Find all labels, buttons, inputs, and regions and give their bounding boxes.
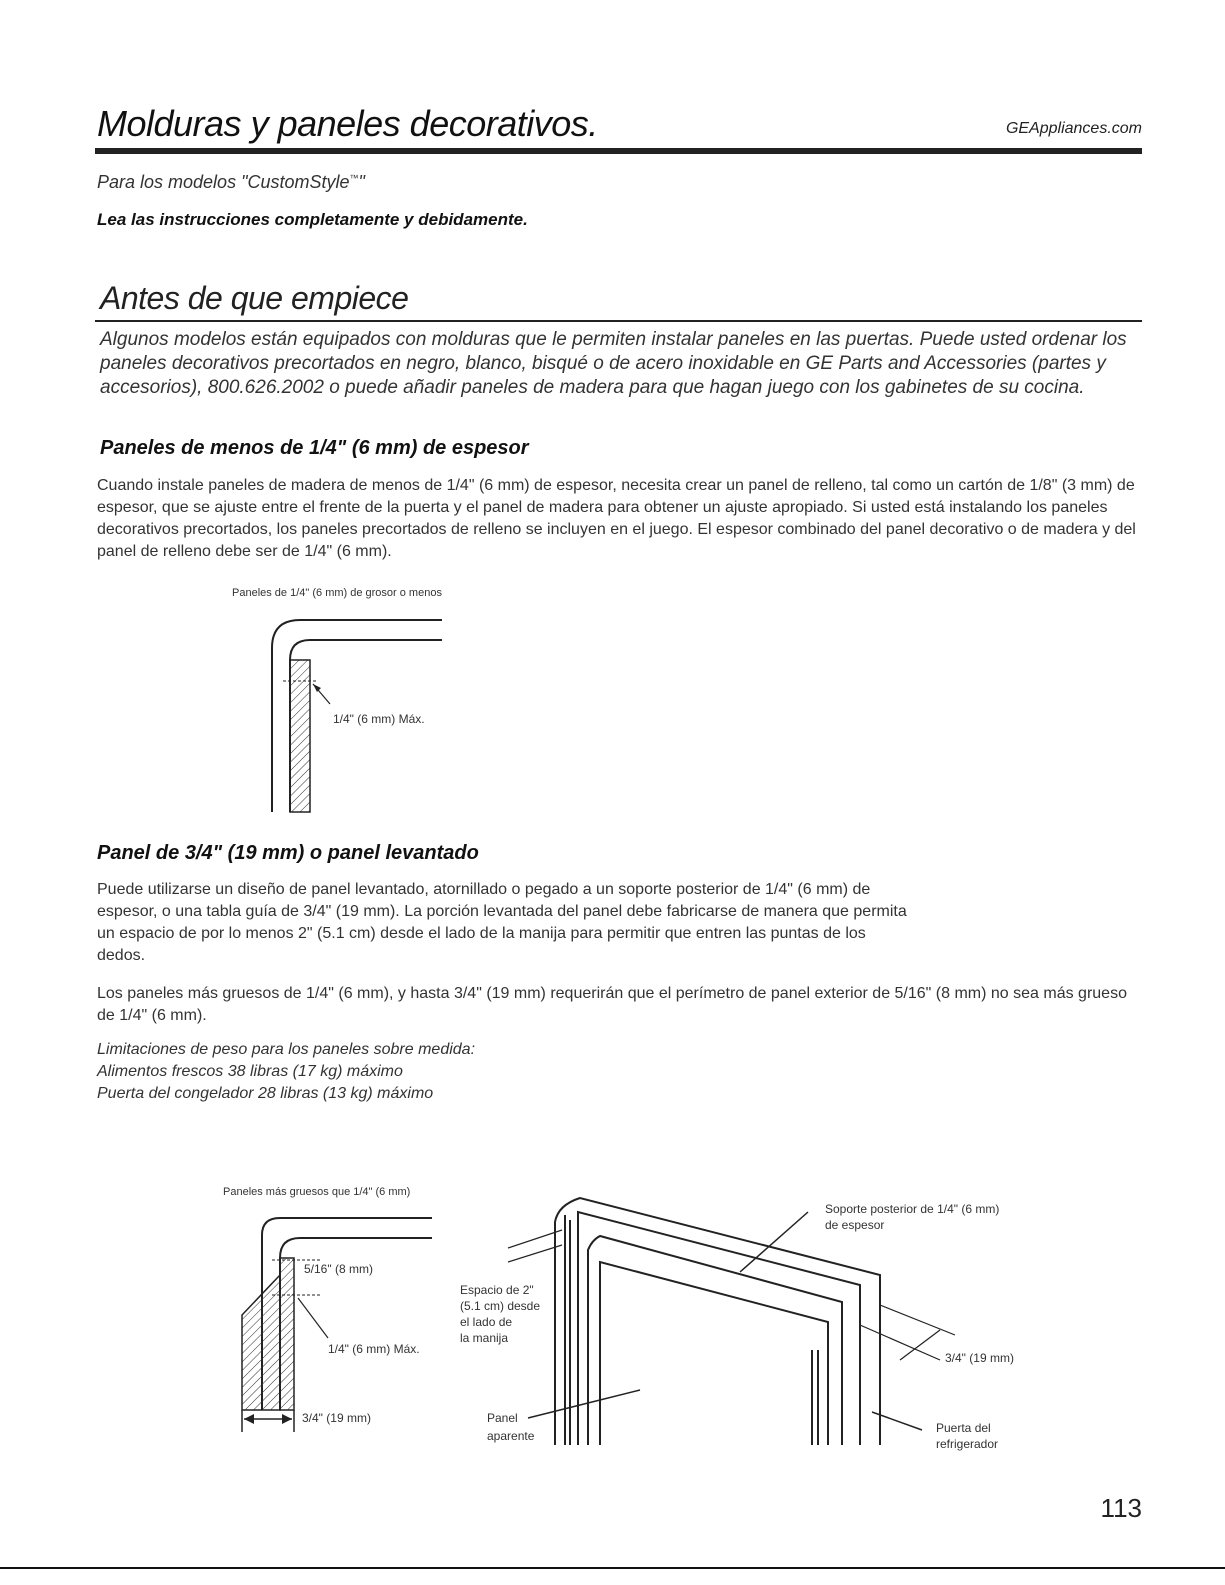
weight-limits-title: Limitaciones de peso para los paneles sobre medida: [97, 1041, 476, 1058]
raised-panels-body-1: Puede utilizarse un diseño de panel levantado, atornillado o pegado a un soporte posterior de 1/4" (6 mm) de espesor, o una tabla guía de 3/4" (19 mm). La porción levantada del panel debe fabricarse de manera que permita un espacio de por lo menos 2" (5.1 cm) desde el lado de la manija para permitir que entren las puntas de los dedos. [97, 881, 907, 964]
page-title: Molduras y paneles decorativos. [97, 103, 598, 144]
read-instructions-note: Lea las instrucciones completamente y debidamente. [97, 210, 528, 229]
visible-panel-label: Panel aparente [487, 1411, 535, 1443]
thin-max-label: 1/4" (6 mm) Máx. [333, 712, 425, 726]
website-link[interactable]: GEAppliances.com [1005, 120, 1142, 137]
weight-limits [97, 1039, 475, 1105]
thin-diagram-caption: Paneles de 1/4" (6 mm) de grosor o menos [232, 587, 442, 599]
thin-panels-heading: Paneles de menos de 1/4" (6 mm) de espesor [100, 437, 529, 459]
raised-panels-heading: Panel de 3/4" (19 mm) o panel levantado [97, 842, 479, 864]
door-panel-diagram [508, 1198, 955, 1445]
weight-limit-fresh-food: Alimentos frescos 38 libras (17 kg) máximo [97, 1063, 403, 1080]
page-number: 113 [1100, 1493, 1142, 1523]
section-heading: Antes de que empiece [100, 280, 409, 316]
thick-panel-diagram [242, 1218, 432, 1432]
label-5-16: 5/16" (8 mm) [304, 1262, 373, 1276]
bottom-edge-rule [0, 1567, 1225, 1569]
back-support-label: Soporte posterior de 1/4" (6 mm) de espesor [825, 1202, 1000, 1232]
finger-space-label: Espacio de 2" (5.1 cm) desde el lado de la manija [460, 1283, 541, 1345]
raised-panels-body-2: Los paneles más gruesos de 1/4" (6 mm), y hasta 3/4" (19 mm) requerirán que el perímetro de panel exterior de 5/16" (8 mm) no sea más grueso de 1/4" (6 mm). [97, 985, 1127, 1024]
label-3-4-right: 3/4" (19 mm) [945, 1351, 1014, 1365]
thin-panels-body: Cuando instale paneles de madera de menos de 1/4" (6 mm) de espesor, necesita crear un panel de relleno, tal como un cartón de 1/8" (3 mm) de espesor, que se ajuste entre el frente de la puerta y el panel de madera para obtener un ajuste apropiado. Si usted está instalando los paneles decorativos precortados, los paneles precortados de relleno se incluyen en el juego. El espesor combinado del panel decorativo o de madera y del panel de relleno debe ser de 1/4" (6 mm). [97, 477, 1136, 560]
section-intro: Algunos modelos están equipados con molduras que le permiten instalar paneles en las puertas. Puede usted ordenar los paneles decorativos precortados en negro, blanco, bisqué o de acero inoxidable en GE Parts and Accessories (partes y accesorios), 800.626.2002 o puede añadir paneles de madera para que hagan juego con los gabinetes de su cocina. [100, 329, 1127, 398]
label-3-4-left: 3/4" (19 mm) [302, 1411, 371, 1425]
label-1-4-max: 1/4" (6 mm) Máx. [328, 1342, 420, 1356]
thick-diagram-caption: Paneles más gruesos que 1/4" (6 mm) [223, 1186, 411, 1198]
weight-limit-freezer: Puerta del congelador 28 libras (13 kg) máximo [97, 1085, 434, 1102]
models-subtitle: Para los modelos "CustomStyle™" [97, 172, 365, 192]
refrigerator-door-label: Puerta del refrigerador [936, 1421, 999, 1451]
trademark-mark: ™ [349, 173, 359, 183]
